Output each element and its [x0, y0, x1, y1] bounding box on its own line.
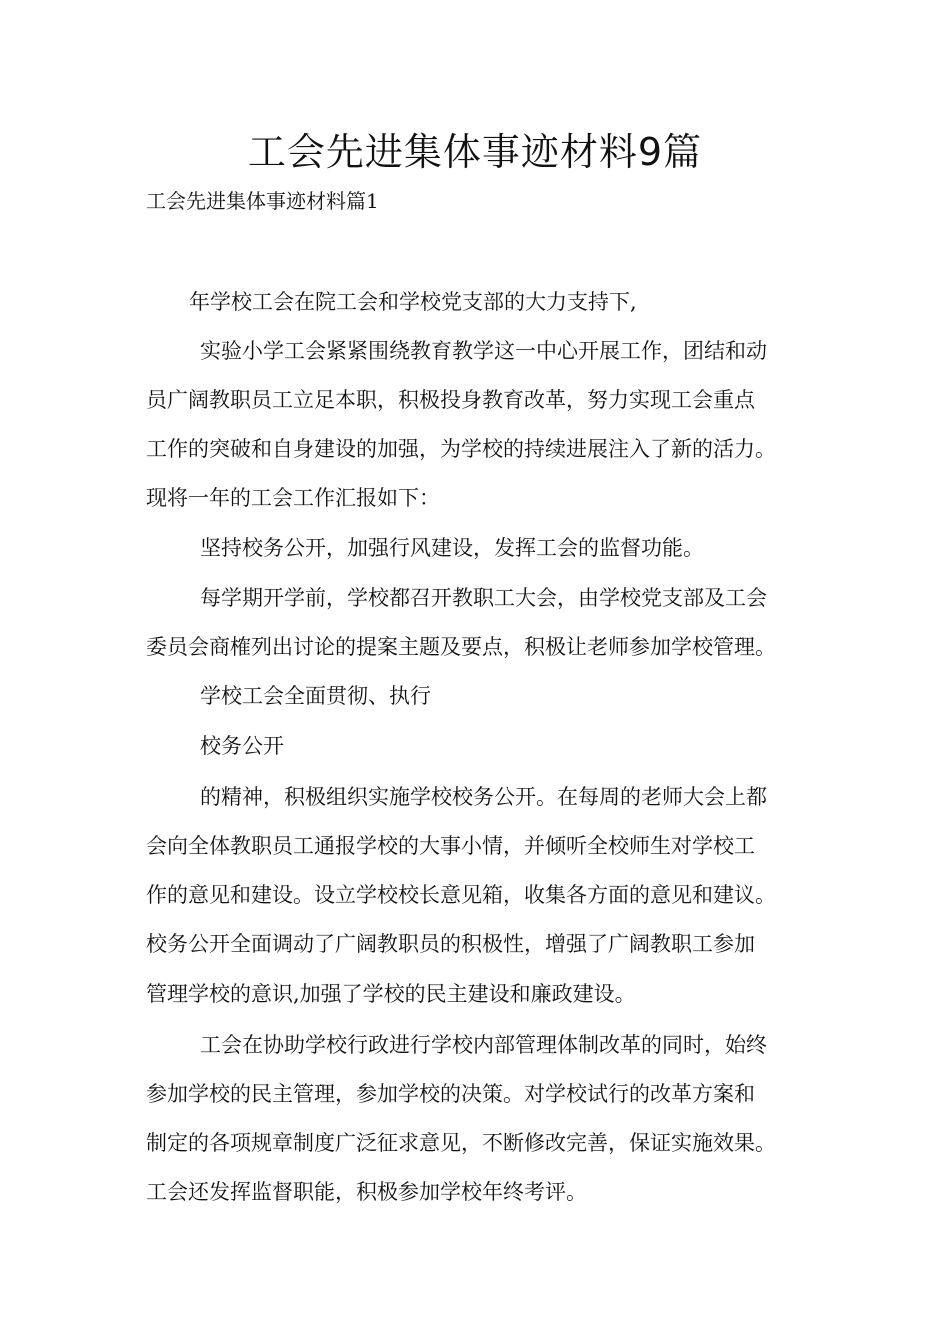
paragraph-line-7: 每学期开学前，学校都召开教职工大会，由学校党支部及工会: [200, 586, 767, 610]
paragraph-line-8: 委员会商榷列出讨论的提案主题及要点，积极让老师参加学校管理。: [146, 635, 776, 659]
document-title: 工会先进集体事迹材料9篇: [247, 130, 703, 174]
paragraph-line-6: 坚持校务公开，加强行风建设，发挥工会的监督功能。: [200, 536, 704, 560]
paragraph-line-2: 实验小学工会紧紧围绕教育教学这一中心开展工作，团结和动: [200, 339, 767, 363]
paragraph-line-15: 管理学校的意识,加强了学校的民主建设和廉政建设。: [146, 982, 636, 1006]
paragraph-line-10: 校务公开: [200, 734, 284, 758]
paragraph-line-13: 作的意见和建设。设立学校校长意见箱，收集各方面的意见和建议。: [146, 883, 776, 907]
paragraph-line-4: 工作的突破和自身建设的加强，为学校的持续进展注入了新的活力。: [146, 437, 776, 461]
document-subtitle: 工会先进集体事迹材料篇1: [146, 189, 379, 213]
paragraph-line-1: 年学校工会在院工会和学校党支部的大力支持下,: [189, 290, 637, 314]
paragraph-line-5: 现将一年的工会工作汇报如下：: [146, 486, 440, 510]
paragraph-line-19: 工会还发挥监督职能，积极参加学校年终考评。: [146, 1180, 587, 1204]
paragraph-line-11: 的精神，积极组织实施学校校务公开。在每周的老师大会上都: [200, 785, 767, 809]
paragraph-line-12: 会向全体教职员工通报学校的大事小情，并倾听全校师生对学校工: [146, 834, 755, 858]
paragraph-line-17: 参加学校的民主管理，参加学校的决策。对学校试行的改革方案和: [146, 1082, 755, 1106]
paragraph-line-18: 制定的各项规章制度广泛征求意见，不断修改完善，保证实施效果。: [146, 1131, 776, 1155]
paragraph-line-3: 员广阔教职员工立足本职，积极投身教育改革，努力实现工会重点: [146, 388, 755, 412]
paragraph-line-16: 工会在协助学校行政进行学校内部管理体制改革的同时，始终: [200, 1033, 767, 1057]
paragraph-line-9: 学校工会全面贯彻、执行: [200, 684, 431, 708]
paragraph-line-14: 校务公开全面调动了广阔教职员的积极性，增强了广阔教职工参加: [146, 932, 755, 956]
